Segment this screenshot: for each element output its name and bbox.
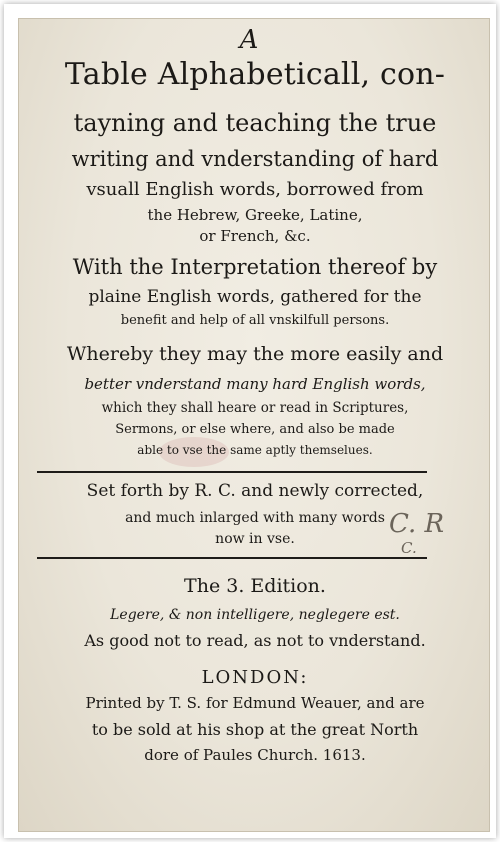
title-line-1: Table Alphabeticall, con- bbox=[64, 57, 446, 92]
divider-bottom bbox=[37, 557, 427, 559]
imprint-line-1: Printed by T. S. for Edmund Weauer, and are bbox=[85, 694, 425, 712]
interpretation-line-3: benefit and help of all vnskilfull persons. bbox=[120, 313, 390, 328]
handwritten-annotation-small: C. bbox=[401, 539, 417, 557]
title-line-4: vsuall English words, borrowed from bbox=[86, 179, 424, 200]
title-line-3: writing and vnderstanding of hard bbox=[71, 147, 439, 171]
title-line-5: the Hebrew, Greeke, Latine, bbox=[147, 206, 363, 224]
purpose-line-3: which they shall heare or read in Scriptures, bbox=[101, 400, 409, 416]
imprint-line-2: to be sold at his shop at the great North bbox=[91, 720, 419, 739]
page-frame bbox=[4, 4, 496, 838]
divider-top bbox=[37, 471, 427, 473]
author-line-3: now in vse. bbox=[215, 531, 295, 547]
author-line-2: and much inlarged with many words bbox=[125, 510, 385, 526]
heading-a: A bbox=[239, 25, 259, 55]
latin-motto: Legere, & non intelligere, neglegere est. bbox=[110, 607, 400, 623]
purpose-line-2: better vnderstand many hard English words, bbox=[84, 375, 426, 393]
purpose-line-4: Sermons, or else where, and also be made bbox=[115, 422, 395, 437]
imprint-city: LONDON: bbox=[201, 667, 309, 688]
purpose-line-1: Whereby they may the more easily and bbox=[66, 343, 444, 365]
interpretation-line-1: With the Interpretation thereof by bbox=[72, 255, 438, 279]
author-line-1: Set forth by R. C. and newly corrected, bbox=[86, 481, 424, 501]
edition-line: The 3. Edition. bbox=[184, 575, 326, 597]
title-line-6: or French, &c. bbox=[199, 227, 311, 245]
title-line-2: tayning and teaching the true bbox=[73, 109, 437, 137]
english-motto: As good not to read, as not to vnderstand. bbox=[84, 631, 426, 650]
imprint-line-3: dore of Paules Church. 1613. bbox=[144, 746, 366, 764]
purpose-line-5: able to vse the same aptly themselues. bbox=[137, 443, 373, 457]
title-page bbox=[18, 18, 490, 832]
handwritten-annotation: C. R bbox=[389, 509, 445, 539]
interpretation-line-2: plaine English words, gathered for the bbox=[88, 287, 422, 307]
